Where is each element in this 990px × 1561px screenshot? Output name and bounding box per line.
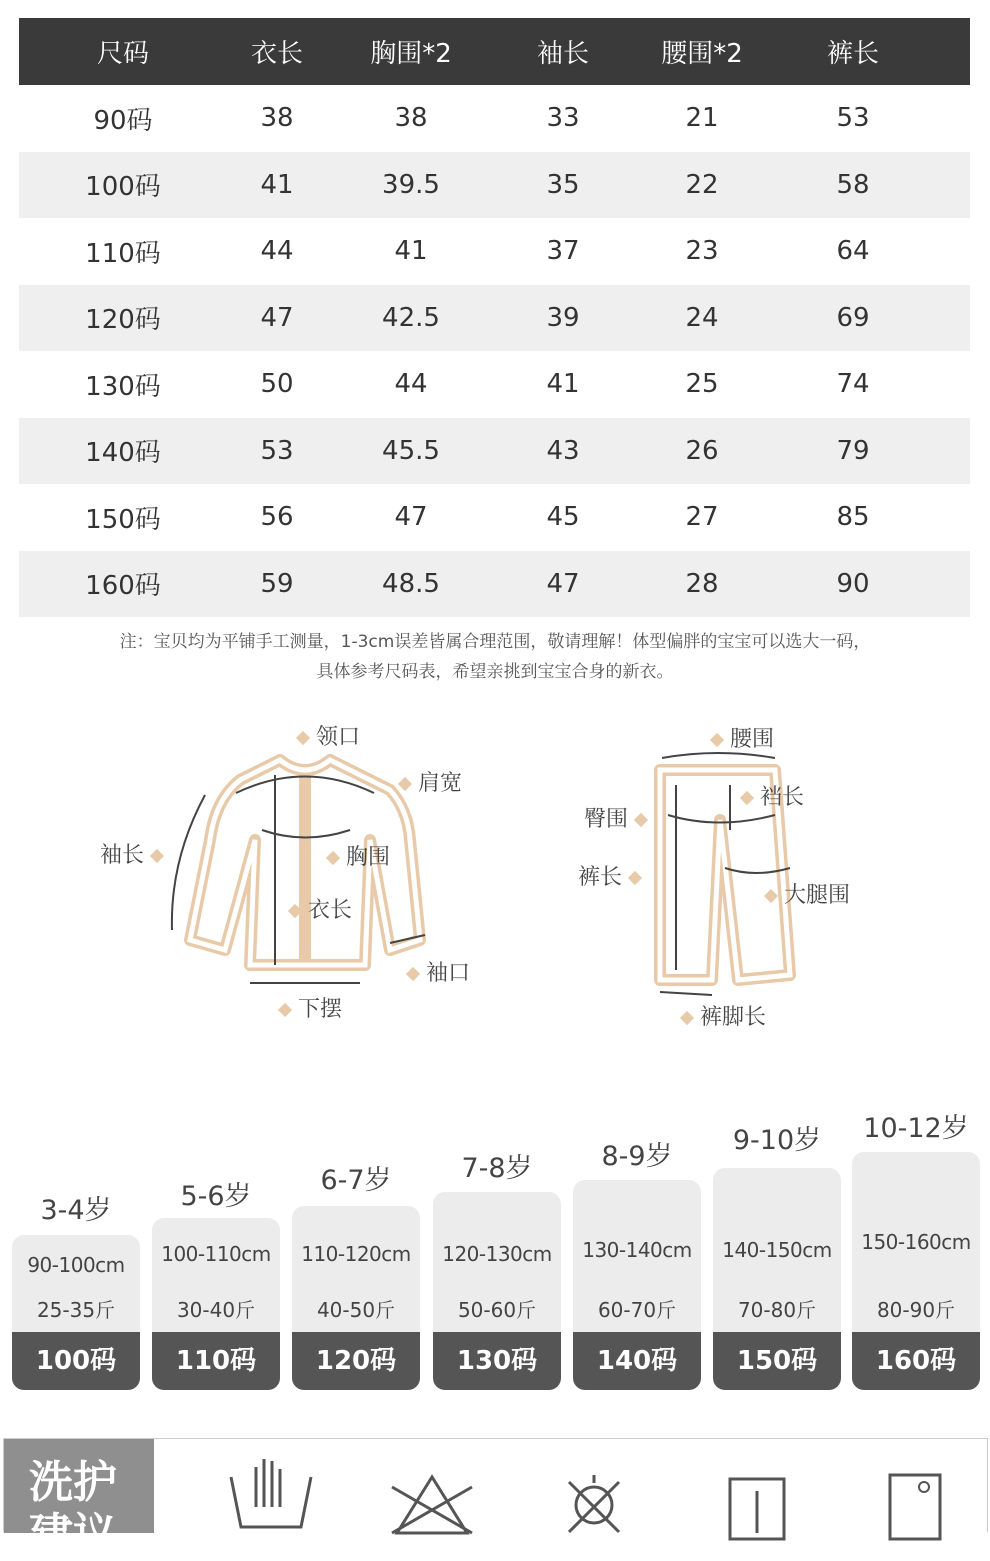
diamond-icon [740,791,754,805]
diamond-icon [150,849,164,863]
header-length: 衣长 [250,39,303,69]
label-rise: 裆长 [734,780,804,811]
diamond-icon [628,871,642,885]
hand-wash-icon [226,1447,316,1533]
table-cell: 25 [685,369,719,400]
table-cell: 90码 [93,105,153,136]
card-age: 9-10岁 [732,1125,822,1156]
card-size: 110码 [152,1332,280,1390]
table-cell: 140码 [85,438,161,469]
table-cell: 50 [260,369,294,400]
table-cell: 24 [685,302,719,333]
label-collar: 领口 [290,720,360,751]
diamond-icon [406,967,420,981]
table-row [19,285,970,352]
table-cell: 41 [546,369,580,400]
table-cell: 47 [546,568,580,599]
table-row [19,218,970,285]
measurement-diagram [0,700,990,1060]
diamond-icon [288,904,302,918]
label-length: 衣长 [282,893,352,924]
table-cell: 48.5 [382,568,440,599]
care-section [3,1438,988,1560]
card-height: 140-150cm [722,1238,832,1262]
table-row [19,484,970,551]
card-weight: 30-40斤 [176,1298,256,1322]
card-height: 130-140cm [582,1238,692,1262]
table-cell: 39.5 [382,169,440,200]
table-cell: 47 [260,302,294,333]
header-chest: 胸围*2 [370,39,452,69]
table-cell: 22 [685,169,719,200]
table-cell: 43 [546,435,580,466]
card-height: 100-110cm [161,1242,271,1266]
card-size: 160码 [852,1332,980,1390]
diamond-icon [326,851,340,865]
card-age: 6-7岁 [320,1165,392,1196]
table-cell: 56 [260,502,294,533]
card-weight: 60-70斤 [597,1298,677,1322]
table-cell: 38 [260,103,294,134]
table-cell: 23 [685,236,719,267]
diamond-icon [398,777,412,791]
header-size: 尺码 [96,39,149,69]
table-cell: 53 [836,103,870,134]
table-cell: 100码 [85,172,161,203]
card-height: 150-160cm [861,1230,971,1254]
card-size: 140码 [573,1332,701,1390]
table-row [19,152,970,219]
table-header [19,18,970,85]
age-size-guide [0,1100,990,1400]
no-tumble-dry-icon [872,1447,962,1533]
header-pants-length: 裤长 [826,39,879,69]
measurement-note-line-2: 具体参考尺码表，希望亲挑到宝宝合身的新衣。 [316,662,674,682]
table-cell: 47 [394,502,428,533]
table-cell: 130码 [85,371,161,402]
label-hem: 下摆 [272,992,342,1023]
label-thigh: 大腿围 [758,878,850,909]
no-sun-dry-icon [549,1447,639,1533]
table-cell: 35 [546,169,580,200]
table-cell: 26 [685,435,719,466]
table-cell: 41 [260,169,294,200]
size-table [19,18,970,617]
card-age: 3-4岁 [40,1195,112,1226]
care-title: 洗护建议 [4,1439,154,1533]
table-cell: 85 [836,502,870,533]
label-pants-length: 裤长 [578,860,648,891]
diamond-icon [710,733,724,747]
table-cell: 110码 [85,238,161,269]
table-cell: 79 [836,435,870,466]
label-shoulder: 肩宽 [392,766,462,797]
label-waist: 腰围 [704,722,774,753]
table-cell: 58 [836,169,870,200]
table-cell: 74 [836,369,870,400]
table-cell: 38 [394,103,428,134]
table-cell: 64 [836,236,870,267]
table-row [19,351,970,418]
header-waist: 腰围*2 [661,39,743,69]
diamond-icon [764,889,778,903]
card-height: 90-100cm [27,1253,125,1277]
table-cell: 69 [836,302,870,333]
diamond-icon [680,1011,694,1025]
table-cell: 150码 [85,504,161,535]
card-height: 110-120cm [301,1242,411,1266]
card-size: 150码 [713,1332,841,1390]
table-cell: 37 [546,236,580,267]
card-weight: 70-80斤 [737,1298,817,1322]
table-cell: 21 [685,103,719,134]
table-cell: 44 [260,236,294,267]
no-bleach-icon [387,1447,477,1533]
label-cuff: 袖口 [400,956,470,987]
card-size: 100码 [12,1332,140,1390]
card-weight: 40-50斤 [316,1298,396,1322]
label-chest: 胸围 [320,840,390,871]
table-cell: 90 [836,568,870,599]
table-row [19,418,970,485]
hang-dry-icon [712,1447,802,1533]
table-cell: 59 [260,568,294,599]
card-weight: 25-35斤 [36,1298,116,1322]
measurement-note-line-1: 注：宝贝均为平铺手工测量，1-3cm误差皆属合理范围，敬请理解！体型偏胖的宝宝可以选大一码， [119,632,871,652]
table-cell: 41 [394,236,428,267]
diamond-icon [296,731,310,745]
card-age: 7-8岁 [461,1153,533,1184]
label-sleeve: 袖长 [100,838,170,869]
table-cell: 33 [546,103,580,134]
table-cell: 45.5 [382,435,440,466]
table-cell: 160码 [85,571,161,602]
header-sleeve: 袖长 [536,39,589,69]
card-size: 120码 [292,1332,420,1390]
card-age: 10-12岁 [863,1113,969,1144]
table-cell: 42.5 [382,302,440,333]
card-weight: 50-60斤 [457,1298,537,1322]
table-row [19,551,970,618]
label-hip: 臀围 [584,802,654,833]
diamond-icon [278,1003,292,1017]
card-weight: 80-90斤 [876,1298,956,1322]
table-cell: 44 [394,369,428,400]
card-age: 5-6岁 [180,1181,252,1212]
table-cell: 39 [546,302,580,333]
table-cell: 28 [685,568,719,599]
diamond-icon [634,813,648,827]
card-size: 130码 [433,1332,561,1390]
table-cell: 120码 [85,305,161,336]
label-leg-opening: 裤脚长 [674,1000,766,1031]
card-height: 120-130cm [442,1242,552,1266]
table-row [19,85,970,152]
table-cell: 27 [685,502,719,533]
card-age: 8-9岁 [601,1141,673,1172]
table-cell: 53 [260,435,294,466]
table-cell: 45 [546,502,580,533]
